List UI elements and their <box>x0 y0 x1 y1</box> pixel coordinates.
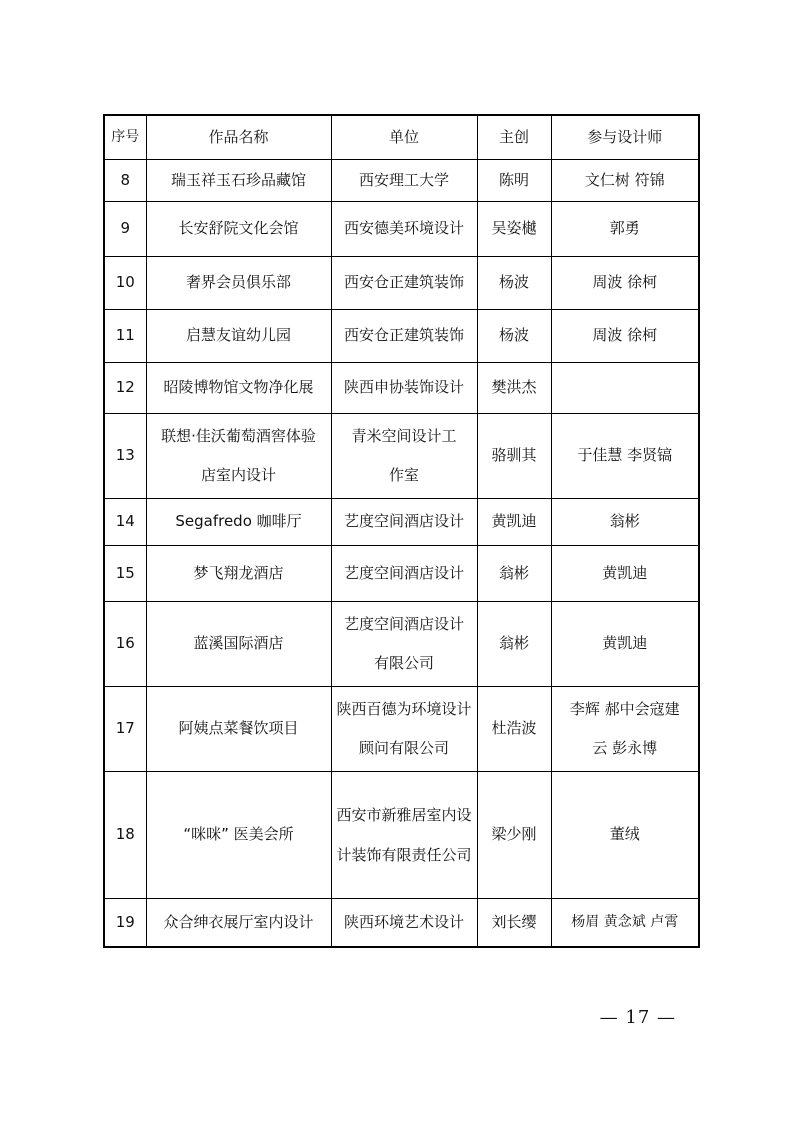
cell-unit: 西安市新雅居室内设计装饰有限责任公司 <box>331 771 477 898</box>
cell-lead-designer: 杜浩波 <box>477 686 551 771</box>
cell-work-title: 长安舒院文化会馆 <box>146 201 331 256</box>
table-row <box>104 159 699 201</box>
cell-lead-designer: 樊洪杰 <box>477 362 551 413</box>
cell-number: 12 <box>104 362 146 413</box>
table-row <box>104 362 699 413</box>
cell-lead-designer: 翁彬 <box>477 545 551 601</box>
cell-designers: 黄凯迪 <box>551 601 699 686</box>
cell-number: 14 <box>104 498 146 545</box>
cell-number: 13 <box>104 413 146 498</box>
cell-designers: 翁彬 <box>551 498 699 545</box>
cell-number: 8 <box>104 159 146 201</box>
page-number: — 17 — <box>599 1007 676 1028</box>
cell-unit: 西安仓正建筑装饰 <box>331 309 477 362</box>
cell-unit: 西安德美环境设计 <box>331 201 477 256</box>
cell-unit: 艺度空间酒店设计 <box>331 498 477 545</box>
table-row <box>104 771 699 898</box>
header-participating-designers: 参与设计师 <box>551 115 699 159</box>
table-row <box>104 498 699 545</box>
cell-unit: 西安仓正建筑装饰 <box>331 256 477 309</box>
cell-work-title: 奢界会员俱乐部 <box>146 256 331 309</box>
cell-number: 11 <box>104 309 146 362</box>
cell-number: 9 <box>104 201 146 256</box>
header-number: 序号 <box>104 115 146 159</box>
cell-lead-designer: 刘长缨 <box>477 898 551 947</box>
cell-designers: 郭勇 <box>551 201 699 256</box>
cell-number: 17 <box>104 686 146 771</box>
cell-designers <box>551 362 699 413</box>
cell-designers: 周波 徐柯 <box>551 256 699 309</box>
cell-lead-designer: 翁彬 <box>477 601 551 686</box>
header-unit: 单位 <box>331 115 477 159</box>
cell-number: 19 <box>104 898 146 947</box>
table-row <box>104 201 699 256</box>
cell-designers: 黄凯迪 <box>551 545 699 601</box>
cell-unit: 陕西环境艺术设计 <box>331 898 477 947</box>
cell-work-title: “咪咪” 医美会所 <box>146 771 331 898</box>
cell-work-title: 阿姨点菜餐饮项目 <box>146 686 331 771</box>
table-row <box>104 545 699 601</box>
cell-unit: 西安理工大学 <box>331 159 477 201</box>
cell-unit: 陕西百德为环境设计顾问有限公司 <box>331 686 477 771</box>
header-work-title: 作品名称 <box>146 115 331 159</box>
cell-unit: 陕西申协装饰设计 <box>331 362 477 413</box>
cell-designers: 李辉 郝中会寇建云 彭永博 <box>551 686 699 771</box>
cell-number: 10 <box>104 256 146 309</box>
cell-work-title: 蓝溪国际酒店 <box>146 601 331 686</box>
cell-work-title: 昭陵博物馆文物净化展 <box>146 362 331 413</box>
cell-lead-designer: 杨波 <box>477 256 551 309</box>
cell-work-title: 瑞玉祥玉石珍品藏馆 <box>146 159 331 201</box>
cell-designers: 杨眉 黄念斌 卢霄 <box>551 898 699 947</box>
table-row <box>104 256 699 309</box>
cell-designers: 周波 徐柯 <box>551 309 699 362</box>
table-row <box>104 686 699 771</box>
cell-work-title: 联想·佳沃葡萄酒窖体验店室内设计 <box>146 413 331 498</box>
cell-unit: 青米空间设计工作室 <box>331 413 477 498</box>
cell-lead-designer: 吴姿樾 <box>477 201 551 256</box>
cell-lead-designer: 骆驯其 <box>477 413 551 498</box>
table-row <box>104 601 699 686</box>
table-header-row <box>104 115 699 159</box>
cell-number: 15 <box>104 545 146 601</box>
cell-unit: 艺度空间酒店设计 <box>331 545 477 601</box>
cell-number: 18 <box>104 771 146 898</box>
cell-work-title: 众合绅衣展厅室内设计 <box>146 898 331 947</box>
cell-designers: 文仁树 符锦 <box>551 159 699 201</box>
cell-work-title: 启慧友谊幼儿园 <box>146 309 331 362</box>
cell-work-title: 梦飞翔龙酒店 <box>146 545 331 601</box>
cell-unit: 艺度空间酒店设计有限公司 <box>331 601 477 686</box>
cell-designers: 董绒 <box>551 771 699 898</box>
table-row <box>104 309 699 362</box>
cell-lead-designer: 黄凯迪 <box>477 498 551 545</box>
awards-table <box>103 114 700 948</box>
header-lead-designer: 主创 <box>477 115 551 159</box>
table-row <box>104 898 699 947</box>
cell-lead-designer: 杨波 <box>477 309 551 362</box>
cell-number: 16 <box>104 601 146 686</box>
cell-work-title: Segafredo 咖啡厅 <box>146 498 331 545</box>
table-row <box>104 413 699 498</box>
cell-designers: 于佳慧 李贤镐 <box>551 413 699 498</box>
cell-lead-designer: 梁少刚 <box>477 771 551 898</box>
cell-lead-designer: 陈明 <box>477 159 551 201</box>
